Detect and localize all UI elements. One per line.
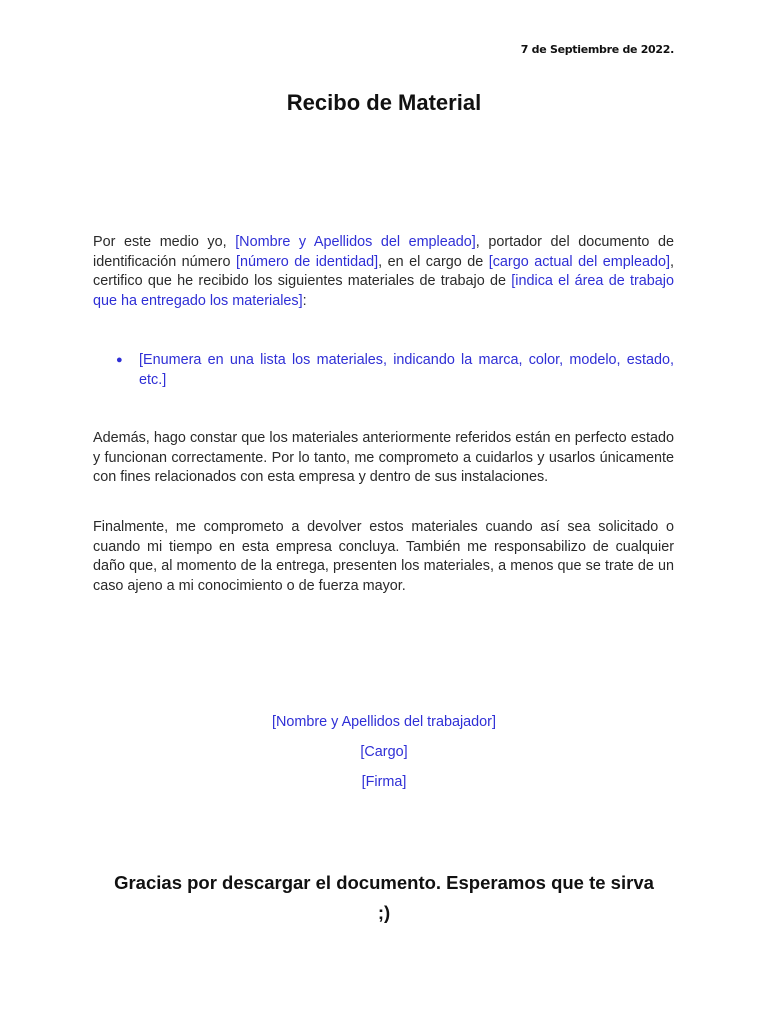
signature-sign-placeholder: [Firma] xyxy=(361,774,407,790)
signature-name-placeholder: [Nombre y Apellidos del trabajador] xyxy=(272,714,496,730)
intro-text-5: : xyxy=(302,292,307,309)
document-title: Recibo de Material xyxy=(286,90,482,115)
employee-position-placeholder: [cargo actual del empleado] xyxy=(488,253,670,270)
condition-paragraph: Además, hago constar que los materiales anteriormente referidos están en perfecto estado y funcionan correctamente. Por lo tanto, me comprometo a cuidarlos y usarlos únicamente con fines relacionados con esta empresa y dentro de sus instalaciones. xyxy=(93,430,674,485)
intro-text-4: , certifico que he recibido los siguientes materiales de trabajo de xyxy=(93,253,674,289)
commitment-paragraph: Finalmente, me comprometo a devolver estos materiales cuando así sea solicitado o cuando mi tiempo en esta empresa concluya. También me responsabilizo de cualquier daño que, al momento de la entrega, presenten los materiales, a menos que se trate de un caso ajeno a mi conocimiento o de fuerza mayor. xyxy=(93,519,674,594)
intro-text-2: , portador del documento de identificación número xyxy=(93,234,674,270)
id-number-placeholder: [número de identidad] xyxy=(235,253,379,270)
thank-you-message: Gracias por descargar el documento. Esperamos que te sirva ;) xyxy=(114,872,654,923)
employee-name-placeholder: [Nombre y Apellidos del empleado] xyxy=(235,234,476,250)
materials-list-item xyxy=(116,351,674,390)
signature-position-placeholder: [Cargo] xyxy=(360,744,408,760)
work-area-placeholder: [indica el área de trabajo que ha entregado los materiales] xyxy=(93,273,674,309)
intro-paragraph xyxy=(93,233,674,311)
intro-text-3: , en el cargo de xyxy=(378,253,489,270)
bullet-icon: ● xyxy=(116,354,123,366)
materials-list-placeholder: [Enumera en una lista los materiales, indicando la marca, color, modelo, estado, etc.] xyxy=(139,352,674,388)
document-date: 7 de Septiembre de 2022. xyxy=(520,43,674,56)
intro-text-1: Por este medio yo, xyxy=(93,234,236,250)
